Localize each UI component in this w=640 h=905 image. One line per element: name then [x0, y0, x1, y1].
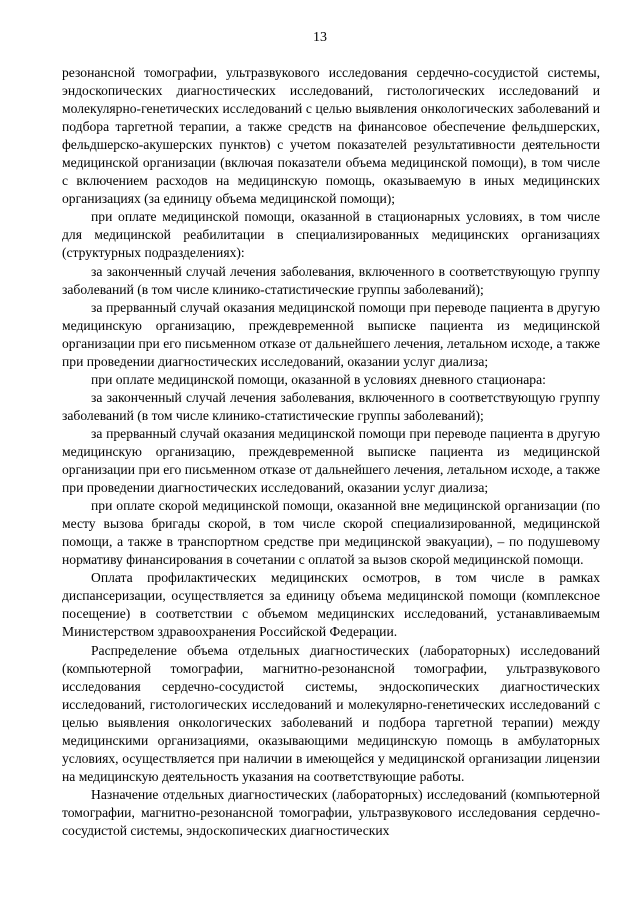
document-body — [62, 64, 600, 840]
paragraph-6: за законченный случай лечения заболевания, включенного в соответствующую группу заболеваний (в том числе клинико-статистические группы заболеваний); — [62, 389, 600, 423]
paragraph-7: за прерванный случай оказания медицинской помощи при переводе пациента в другую медицинскую организацию, преждевременной выписке пациента из медицинской организации при его письменном отказе от дальнейшего лечения, летальном исходе, а также при проведении диагностических исследований, оказании услуг диализа; — [62, 425, 600, 496]
paragraph-4: за прерванный случай оказания медицинской помощи при переводе пациента в другую медицинскую организацию, преждевременной выписке пациента из медицинской организации при его письменном отказе от дальнейшего лечения, летальном исходе, а также при проведении диагностических исследований, оказании услуг диализа; — [62, 299, 600, 369]
page-number: 13 — [313, 30, 327, 45]
paragraph-5: при оплате медицинской помощи, оказанной в условиях дневного стационара: — [91, 371, 546, 387]
paragraph-3: за законченный случай лечения заболевания, включенного в соответствующую группу заболеваний (в том числе клинико-статистические группы заболеваний); — [62, 263, 600, 297]
paragraph-8: при оплате скорой медицинской помощи, оказанной вне медицинской организации (по месту вызова бригады скорой, в том числе скорой специализированной, медицинской помощи, а также в транспортном средстве при медицинской эвакуации), – по подушевому нормативу финансирования в сочетании с оплатой за вызов скорой медицинской помощи. — [62, 498, 600, 568]
paragraph-1: резонансной томографии, ультразвукового исследования сердечно-сосудистой системы, эндоскопических диагностических исследований, гистологических исследований и молекулярно-генетических исследований с целью выявления онкологических заболеваний и подбора таргетной терапии, а также средств на финансовое обеспечение фельдшерских, фельдшерско-акушерских пунктов) с учетом показателей результативности деятельности медицинской организации (включая показатели объема медицинской помощи), в том числе с включением расходов на медицинскую помощь, оказываемую в иных медицинских организациях (за единицу объема медицинской помощи); — [62, 65, 600, 207]
paragraph-2: при оплате медицинской помощи, оказанной в стационарных условиях, в том числе для медицинской реабилитации в специализированных медицинских организациях (структурных подразделениях): — [62, 209, 600, 261]
paragraph-10: Распределение объема отдельных диагностических (лабораторных) исследований (компьютерной томографии, магнитно-резонансной томографии, ультразвукового исследования сердечно-сосудистой системы, эндоскопических диагностических исследований, гистологических исследований и молекулярно-генетических исследований с целью выявления онкологических заболеваний и подбора таргетной терапии) между медицинскими организациями, оказывающими медицинскую помощь в амбулаторных условиях, осуществляется при наличии в имеющейся у медицинской организации лицензии на медицинскую деятельность указания на соответствующие работы. — [62, 642, 600, 784]
paragraph-9: Оплата профилактических медицинских осмотров, в том числе в рамках диспансеризации, осуществляется за единицу объема медицинской помощи (комплексное посещение) в соответствии с объемом медицинских исследований, устанавливаемым Министерством здравоохранения Российской Федерации. — [62, 570, 600, 640]
paragraph-11: Назначение отдельных диагностических (лабораторных) исследований (компьютерной томографии, магнитно-резонансной томографии, ультразвукового исследования сердечно-сосудистой системы, эндоскопических диагностических — [62, 786, 600, 838]
